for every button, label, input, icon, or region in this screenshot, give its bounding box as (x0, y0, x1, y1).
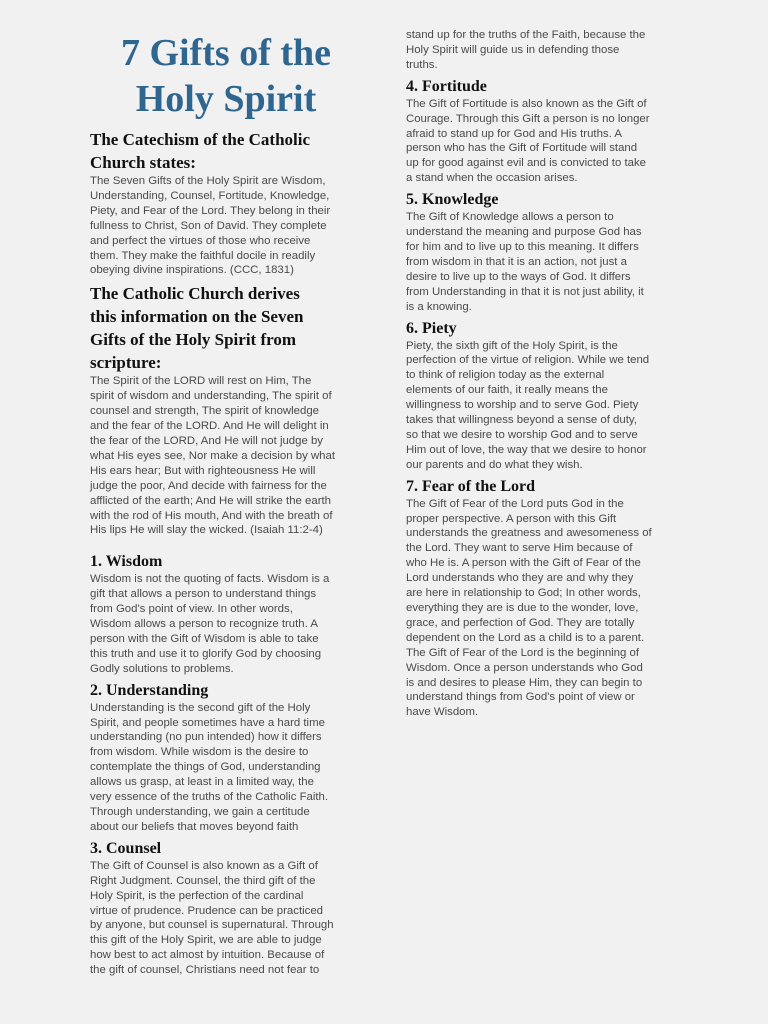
gift-counsel-heading: 3. Counsel (90, 839, 162, 857)
gift-counsel-text: The Gift of Counsel is also known as a Gift of Right Judgment. Counsel, the third gift of the Holy Spirit, is the perfection of the cardinal virtue of prudence. Prudence can be practiced by anyone, but counsel is supernatural. Through this gift of the Holy Spirit, we are able to judge how best to act almost by intuition. Because of the gift of counsel, Christians need not fear to (90, 859, 334, 977)
gift-fortitude-text: The Gift of Fortitude is also known as the Gift of Courage. Through this Gift a person is no longer afraid to stand up for God and His truths. A person who has the Gift of Fortitude will stand up for good against evil and is convicted to take a stand when the occasion arises. (406, 97, 650, 185)
gift-knowledge-text: The Gift of Knowledge allows a person to understand the meaning and purpose God has for him and to live up to this meaning. It differs from wisdom in that it is an action, not just a desire to live up to the ways of God. It differs from Understanding in that it is not just ability, it is a knowing. (406, 211, 644, 313)
catechism-section (90, 128, 362, 278)
gift-piety-text: Piety, the sixth gift of the Holy Spirit, is the perfection of the virtue of religion. While we tend to think of religion today as the external elements of our faith, it really means the willingness to worship and to serve God. Piety takes that willingness beyond a sense of duty, so that we desire to worship God and to serve Him out of love, the way that we desire to honor our parents and do what they wish. (406, 339, 650, 471)
gift-fortitude-heading: 4. Fortitude (406, 77, 487, 95)
right-column (406, 0, 680, 720)
gift-counsel-section (90, 839, 362, 978)
title-block (90, 0, 362, 122)
gift-understanding-text: Understanding is the second gift of the Holy Spirit, and people sometimes have a hard time understanding (no pun intended) how it differs from wisdom. While wisdom is the desire to contemplate the things of God, understanding allows us grasp, at least in a limited way, the very essence of the truths of the Catholic Faith. Through understanding, we gain a certitude about our beliefs that moves beyond faith (90, 701, 329, 833)
counsel-continued (406, 0, 680, 73)
catechism-heading: The Catechism of the Catholic Church states: (90, 130, 311, 172)
gift-wisdom-heading: 1. Wisdom (90, 553, 163, 571)
gift-piety-heading: 6. Piety (406, 319, 457, 337)
scripture-heading: The Catholic Church derives this information on the Seven Gifts of the Holy Spirit from scripture: (90, 284, 304, 373)
gift-piety-section (406, 319, 680, 473)
scripture-text: The Spirit of the LORD will rest on Him, The spirit of wisdom and understanding, The spirit of counsel and strength, The spirit of knowledge and the fear of the LORD. And He will delight in the fear of the LORD, And He will not judge by what His eyes see, Nor make a decision by what His ears hear; But with righteousness He will judge the poor, And decide with fairness for the afflicted of the earth; And He will strike the earth with the rod of His mouth, And with the breath of His lips He will slay the wicked. (Isaiah 11:2-4) (90, 375, 336, 537)
gift-wisdom-section (90, 552, 362, 676)
gift-wisdom-text: Wisdom is not the quoting of facts. Wisdom is a gift that allows a person to understand things from God's point of view. In other words, Wisdom allows a person to recognize truth. A person with the Gift of Wisdom is able to take this truth and use it to glorify God by choosing Godly solutions to problems. (90, 573, 330, 675)
gift-fear-text: The Gift of Fear of the Lord puts God in the proper perspective. A person with this Gift understands the greatness and awesomeness of the Lord. They want to serve Him because of who He is. A person with the Gift of Fear of the Lord understands who they are and why they are here in relationship to God; In other words, everything they are is due to the wonder, love, grace, and perfection of God. They are totally dependent on the Lord as a child is to a parent. The Gift of Fear of the Lord is the beginning of Wisdom. Once a person understands who God is and desires to please Him, they can begin to understand things from God's point of view or have Wisdom. (406, 497, 652, 719)
gift-fear-section (406, 477, 680, 721)
scripture-section (90, 282, 362, 538)
gift-fear-heading: 7. Fear of the Lord (406, 477, 536, 495)
gift-understanding-section (90, 681, 362, 835)
gift-knowledge-heading: 5. Knowledge (406, 191, 499, 209)
page-title-line-1: 7 Gifts of the (120, 32, 332, 74)
page-title-line-2: Holy Spirit (135, 78, 317, 120)
gift-fortitude-section (406, 77, 680, 186)
gift-counsel-continued-text: stand up for the truths of the Faith, because the Holy Spirit will guide us in defending those truths. (406, 29, 646, 71)
gift-knowledge-section (406, 190, 680, 314)
gift-understanding-heading: 2. Understanding (90, 681, 209, 699)
left-column (90, 0, 362, 978)
catechism-text: The Seven Gifts of the Holy Spirit are Wisdom, Understanding, Counsel, Fortitude, Knowledge, Piety, and Fear of the Lord. They belong in their fullness to Christ, Son of David. They complete and perfect the virtues of those who receive them. They make the faithful docile in readily obeying divine inspirations. (CCC, 1831) (90, 175, 331, 277)
